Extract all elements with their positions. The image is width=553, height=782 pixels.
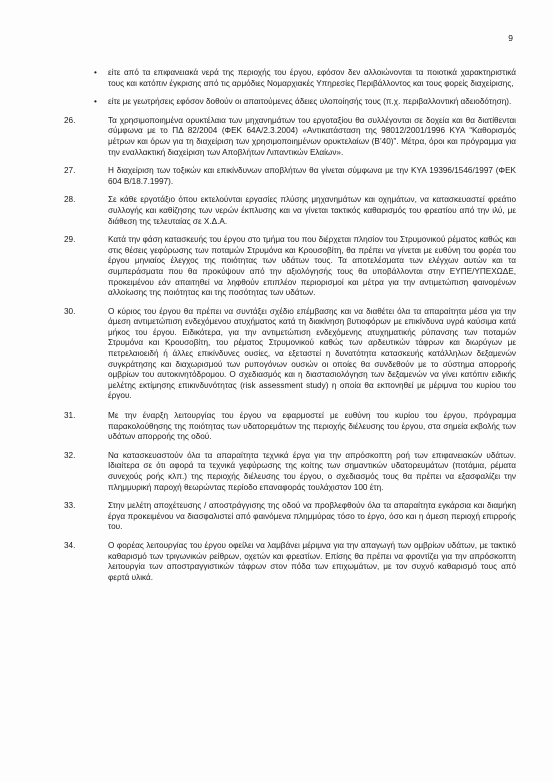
item-text: Με την έναρξη λειτουργίας του έργου να εφαρμοστεί με ευθύνη του κυρίου του έργου, πρόγραμμα παρακολούθησης της ποιότητας των υδατορεμάτων της περιοχής διέλευσης του έργου, στα σημεία εκβολής των υδάτων απορροής της οδού. [108, 411, 516, 442]
item-text: Σε κάθε εργοτάξιο όπου εκτελούνται εργασίες πλύσης μηχανημάτων και οχημάτων, να κατασκευαστεί φρεάτιο συλλογής και καθίζησης των νερών έκπλυσης και να γίνεται τακτικός καθαρισμός του φρεατίου από την ιλύ, με διάθεση της τελευταίας σε Χ.Δ.Α. [108, 195, 516, 226]
item-text: Στην μελέτη αποχέτευσης / αποστράγγισης της οδού να προβλεφθούν όλα τα απαραίτητα εγκάρσια και διαμήκη έργα προκειμένου να διασφαλιστεί από φαινόμενα πλημμύρας τόσο το έργο, όσο και η άμεση περιοχή επιρροής του. [108, 501, 516, 532]
bullet-icon: • [94, 97, 97, 107]
numbered-item-31 [64, 411, 516, 443]
item-text: Τα χρησιμοποιημένα ορυκτέλαια των μηχανημάτων του εργοταξίου θα συλλέγονται σε δοχεία και θα διατίθενται σύμφωνα με το ΠΔ 82/2004 (ΦΕΚ 64Α/2.3.2004) «Αντικατάσταση της 98012/2001/1996 ΚΥΑ “Καθορισμός μέτρων και όρων για τη διαχείριση των χρησιμοποιημένων ορυκτελαίων (Β’40)”. Μέτρα, όροι και πρόγραμμα για την εναλλακτική διαχείριση των Αποβλήτων Λιπαντικών Ελαίων». [108, 115, 516, 157]
item-number: 30. [64, 306, 76, 316]
item-number: 34. [64, 540, 76, 550]
numbered-item-32 [64, 451, 516, 493]
page-number: 9 [508, 33, 513, 43]
item-number: 33. [64, 501, 76, 511]
numbered-item-30 [64, 307, 516, 402]
item-number: 26. [64, 115, 76, 125]
numbered-item-33 [64, 501, 516, 533]
bullet-text: είτε με γεωτρήσεις εφόσον δοθούν οι απαιτούμενες άδειες υλοποίησής τους (π.χ. περιβαλλοντική αδειοδότηση). [108, 97, 512, 107]
document-body [64, 68, 516, 591]
item-text: Να κατασκευαστούν όλα τα απαραίτητα τεχνικά έργα για την απρόσκοπτη ροή των επιφανειακών υδάτων. Ιδιαίτερα σε ότι αφορά τα τεχνικά γεφύρωσης της κοίτης των σημαντικών υδατορευμάτων (ποτάμια, ρέματα συνεχούς ροής κλπ.) της περιοχής διέλευσης του έργου, ο σχεδιασμός τους θα πρέπει να εξασφαλίζει την πλημμυρική παροχή θεωρώντας περίοδο επαναφοράς τουλάχιστον 100 έτη. [108, 450, 516, 492]
numbered-item-29 [64, 235, 516, 299]
item-number: 27. [64, 166, 76, 176]
bullet-item [64, 68, 516, 89]
numbered-item-34 [64, 541, 516, 583]
bullet-icon: • [94, 68, 97, 77]
item-number: 32. [64, 450, 76, 460]
item-text: Ο κύριος του έργου θα πρέπει να συντάξει σχέδιο επέμβασης και να διαθέτει όλα τα απαραίτητα μέσα για την άμεση αντιμετώπιση ενδεχόμενου ατυχήματος κατά τη διακίνηση βυτιοφόρων με επικίνδυνα υγρά καύσιμα κατά μήκος του έργου. Ειδικότερα, για την αντιμετώπιση ενδεχόμενης ατυχηματικής ρύπανσης των ποταμών Στρυμόνα και Κρουσοβίτη, του ρέματος Στρυμονικού καθώς των αρδευτικών τάφρων και διωρύγων με πετρελαιοειδή ή άλλες επικίνδυνες ουσίες, να εξεταστεί η δυνατότητα κατασκευής κατάλληλων δεξαμενών συγκράτησης και διαχωρισμού των ρυπογόνων ουσιών οι οποίες θα συνδεθούν με το σύστημα απορροής ομβρίων του αυτοκινητόδρομου. Ο σχεδιασμός και η διαστασιολόγηση των δεξαμενών να γίνει κατόπιν ειδικής μελέτης εκτίμησης επικινδυνότητας (risk assessment study) η οποία θα εκπονηθεί με μέριμνα του κυρίου του έργου. [108, 306, 516, 401]
item-number: 31. [64, 411, 76, 421]
numbered-item-28 [64, 195, 516, 227]
item-text: Ο φορέας λειτουργίας του έργου οφείλει να λαμβάνει μέριμνα για την απαγωγή των ομβρίων υδάτων, με τακτικό καθαρισμό των τριγωνικών ρείθρων, οχετών και φρεατίων. Επίσης θα πρέπει να φροντίζει για την απρόσκοπτη λειτουργία των αποστραγγιστικών τάφρων στον πόδα των επιχωμάτων, με τον συχνό καθαρισμό τους από φερτά υλικά. [108, 540, 516, 582]
item-text: Κατά την φάση κατασκευής του έργου στο τμήμα του που διέρχεται πλησίον του Στρυμονικού ρέματος καθώς και στις θέσεις γεφύρωσης των ποταμών Στρυμόνα και Κρουσοβίτη, θα πρέπει να γίνεται με ευθύνη του φορέα του έργου μηνιαίος έλεγχος της ποιότητας των υδάτων τους. Τα αποτελέσματα των ελέγχων αυτών και τα συμπεράσματα που θα προκύψουν από την αξιολόγησής τους θα υποβάλλονται στην ΕΥΠΕ/ΥΠΕΧΩΔΕ, προκειμένου εάν απαιτηθεί να ληφθούν επιπλέον περιορισμοί και μέτρα για την αντιμετώπιση φαινομένων αλλοίωσης της ποιότητας και της ποσότητας των υδάτων. [108, 235, 516, 298]
item-number: 29. [64, 235, 76, 245]
item-text: Η διαχείριση των τοξικών και επικίνδυνων αποβλήτων θα γίνεται σύμφωνα με την ΚΥΑ 19396/1546/1997 (ΦΕΚ 604 Β/18.7.1997). [108, 166, 516, 186]
bullet-text: είτε από τα επιφανειακά νερά της περιοχής του έργου, εφόσον δεν αλλοιώνονται τα ποιοτικά χαρακτηριστικά τους και κατόπιν έγκρισης από τις αρμόδιες Νομαρχιακές Υπηρεσίες Περιβάλλοντος και τους φορείς διαχείρισης, [108, 68, 516, 88]
numbered-item-27 [64, 166, 516, 187]
item-number: 28. [64, 195, 76, 205]
bullet-item [64, 97, 516, 108]
numbered-item-26 [64, 116, 516, 158]
